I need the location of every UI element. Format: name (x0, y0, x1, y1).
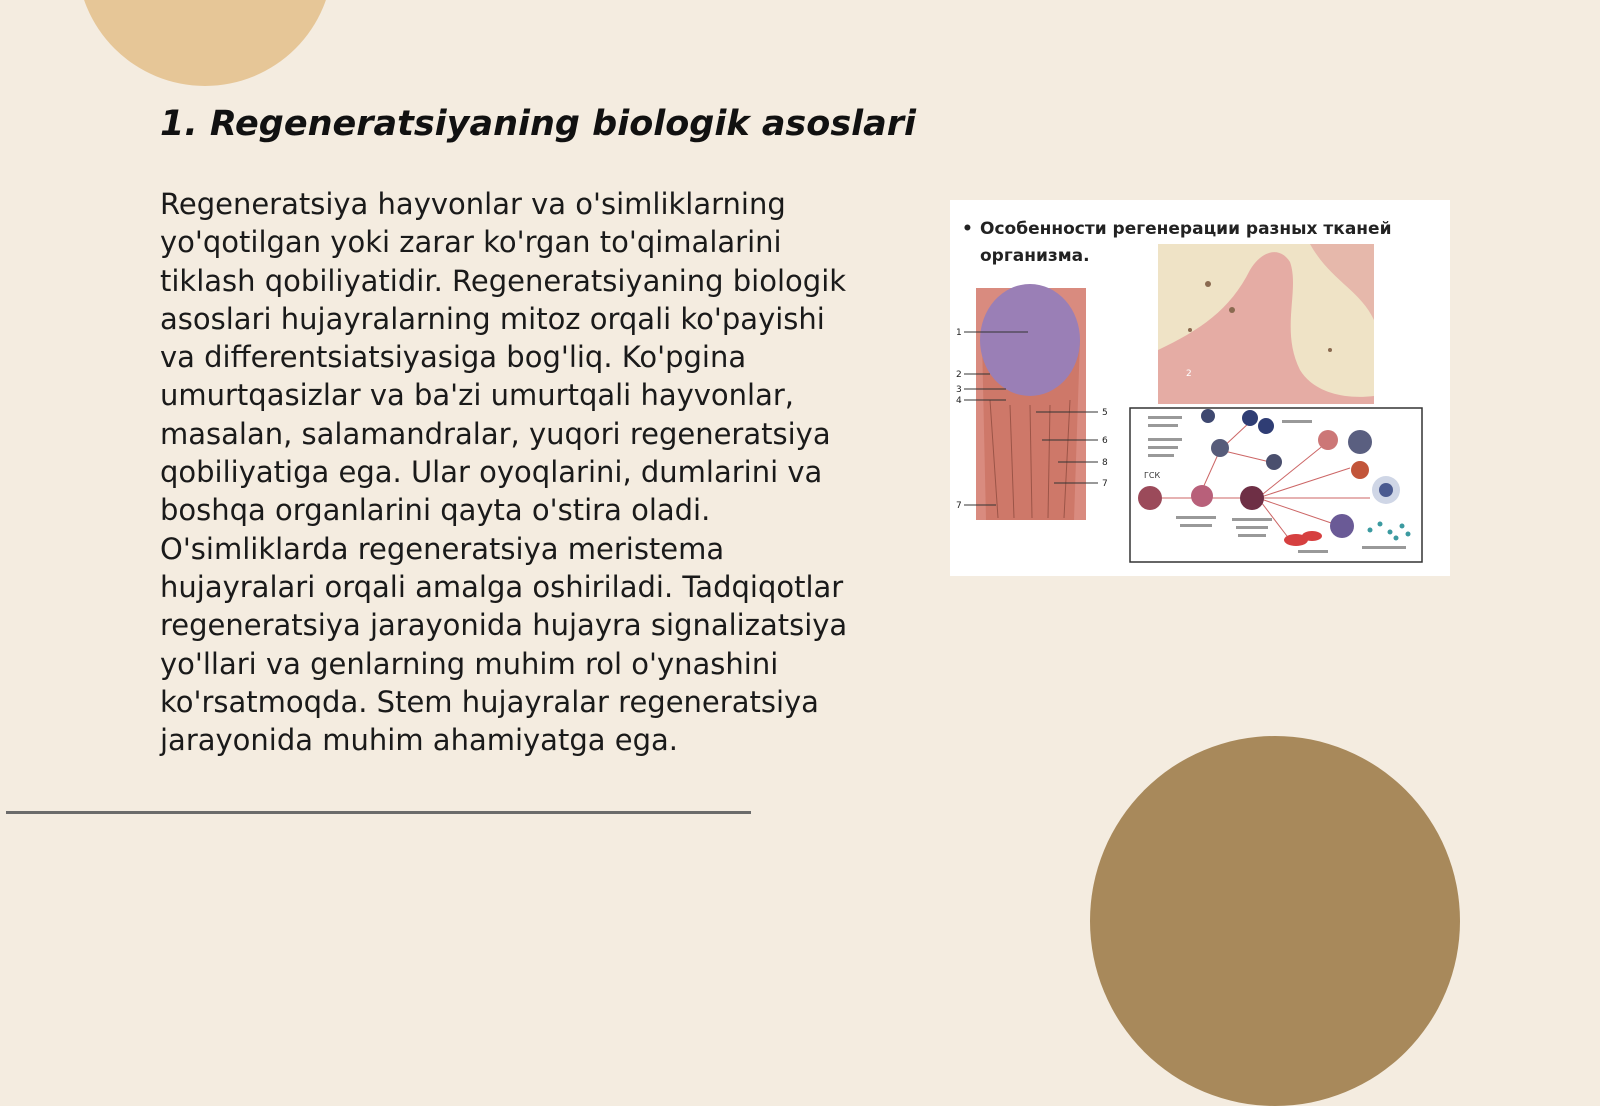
figure-label: 5 (1102, 408, 1108, 418)
bullet-icon: • (962, 219, 973, 239)
histology-cell-cluster (980, 284, 1080, 396)
figure-label: 2 (956, 370, 962, 380)
figure-label: 1 (956, 328, 962, 338)
slide-body-text: Regeneratsiya hayvonlar va o'simliklarning yo'qotilgan yoki zarar ko'rgan to'qimalarini tiklash qobiliyatidir. Regeneratsiyaning biologik asoslari hujayralarning mitoz orqali ko'payishi va differentsiatsiyasiga bog'liq. Ko'pgina umurtqasizlar va ba'zi umurtqali hayvonlar, masalan, salamandralar, yuqori regeneratsiya qobiliyatiga ega. Ular oyoqlarini, dumlarini va boshqa organlarini qayta o'stira oladi. O'simliklarda regeneratsiya meristema hujayralari orqali amalga oshiriladi. Tadqiqotlar regeneratsiya jarayonida hujayra signalizatsiya yo'llari va genlarning muhim rol o'ynashini ko'rsatmoqda. Stem hujayralar regeneratsiya jarayonida muhim ahamiyatga ega. (160, 187, 848, 758)
divider-line (6, 811, 751, 814)
figure-caption-text: Особенности регенерации разных тканей организма. (980, 219, 1392, 266)
slide-title: 1. Regeneratsiyaning biologik asoslari (160, 104, 917, 144)
stem-cell (1138, 486, 1162, 510)
figure-label: 7 (956, 501, 962, 511)
tissue-regeneration-figure (950, 200, 1450, 576)
figure-label: 6 (1102, 436, 1108, 446)
figure-label: 3 (956, 385, 962, 395)
figure-label: 8 (1102, 458, 1108, 468)
stem-cell-label: ГСК (1144, 471, 1161, 480)
decorative-circle-top (77, 0, 333, 86)
micrograph-label: 2 (1186, 369, 1192, 379)
figure-label: 4 (956, 396, 962, 406)
figure-caption (962, 216, 1420, 270)
decorative-circle-bottom (1090, 736, 1460, 1106)
figure-label: 7 (1102, 479, 1108, 489)
